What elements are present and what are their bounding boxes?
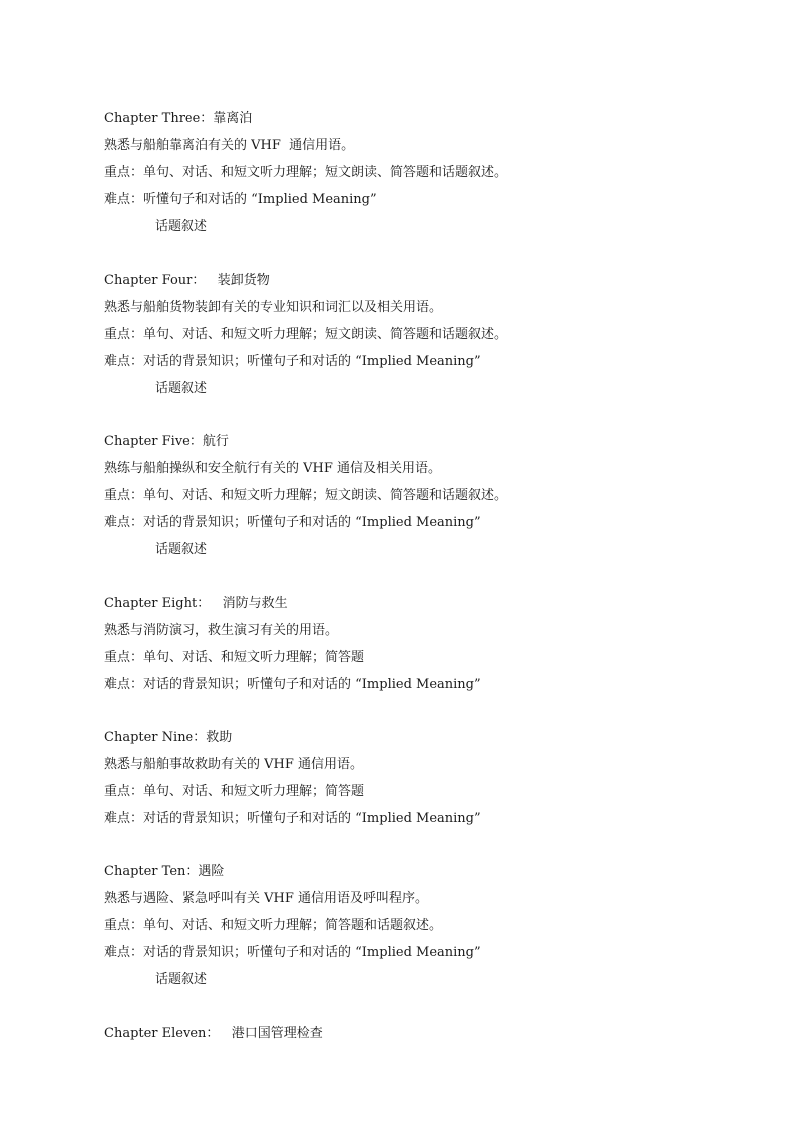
chapter-title: Chapter Five：航行 (104, 434, 229, 449)
chapter-key-points: 重点：单句、对话、和短文听力理解；简答题 (104, 650, 365, 665)
chapter-title: Chapter Four： 装卸货物 (104, 273, 270, 288)
chapter-difficulties: 难点：听懂句子和对话的 “Implied Meaning” (104, 192, 377, 207)
chapter-difficulties: 难点：对话的背景知识；听懂句子和对话的 “Implied Meaning” (104, 677, 481, 692)
chapter-key-points: 重点：单句、对话、和短文听力理解；短文朗读、简答题和话题叙述。 (104, 165, 508, 180)
chapter-key-points: 重点：单句、对话、和短文听力理解；简答题 (104, 784, 365, 799)
chapter-difficulties: 难点：对话的背景知识；听懂句子和对话的 “Implied Meaning” (104, 811, 481, 826)
chapter-description: 熟悉与遇险、紧急呼叫有关 VHF 通信用语及呼叫程序。 (104, 891, 429, 906)
chapter-difficulties: 难点：对话的背景知识；听懂句子和对话的 “Implied Meaning” (104, 515, 481, 530)
chapter-key-points: 重点：单句、对话、和短文听力理解；短文朗读、简答题和话题叙述。 (104, 327, 508, 342)
chapter-key-points: 重点：单句、对话、和短文听力理解；简答题和话题叙述。 (104, 918, 443, 933)
chapter-description: 熟悉与船舶货物装卸有关的专业知识和词汇以及相关用语。 (104, 300, 443, 315)
chapter-description: 熟练与船舶操纵和安全航行有关的 VHF 通信及相关用语。 (104, 461, 442, 476)
chapter-description: 熟悉与船舶事故救助有关的 VHF 通信用语。 (104, 757, 364, 772)
chapter-difficulties: 难点：对话的背景知识；听懂句子和对话的 “Implied Meaning” (104, 945, 481, 960)
chapter-key-points: 重点：单句、对话、和短文听力理解；短文朗读、简答题和话题叙述。 (104, 488, 508, 503)
chapter-title: Chapter Ten：遇险 (104, 864, 225, 879)
chapter-extra-topic: 话题叙述 (155, 972, 208, 987)
chapter-title: Chapter Eight： 消防与救生 (104, 596, 288, 611)
chapter-difficulties: 难点：对话的背景知识；听懂句子和对话的 “Implied Meaning” (104, 354, 481, 369)
chapter-extra-topic: 话题叙述 (155, 219, 208, 234)
chapter-title: Chapter Eleven： 港口国管理检查 (104, 1026, 323, 1041)
chapter-description: 熟悉与船舶靠离泊有关的 VHF 通信用语。 (104, 138, 355, 153)
chapter-extra-topic: 话题叙述 (155, 542, 208, 557)
chapter-description: 熟悉与消防演习，救生演习有关的用语。 (104, 623, 339, 638)
chapter-title: Chapter Three：靠离泊 (104, 111, 253, 126)
chapter-title: Chapter Nine：救助 (104, 730, 233, 745)
chapter-extra-topic: 话题叙述 (155, 381, 208, 396)
